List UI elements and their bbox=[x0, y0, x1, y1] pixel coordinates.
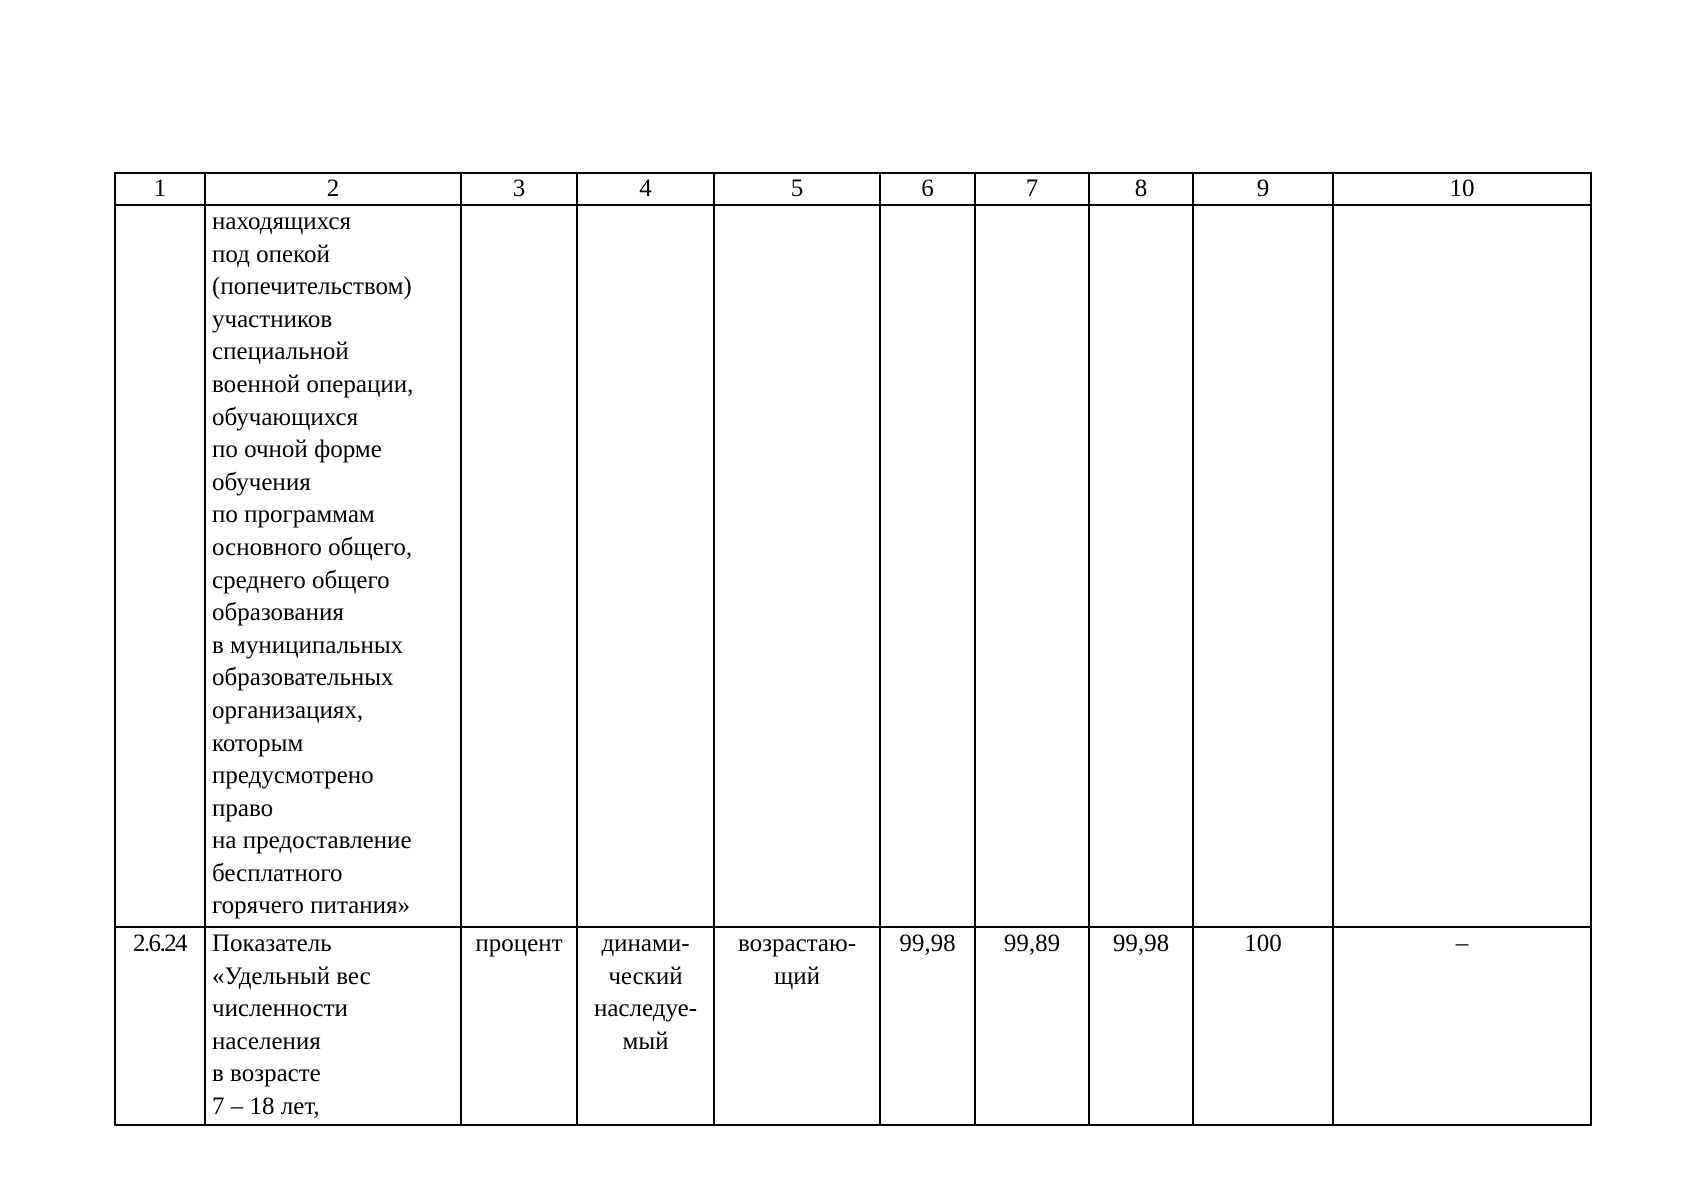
cell-value-8: 99,98 bbox=[1089, 927, 1193, 1125]
text-line: ческий bbox=[608, 962, 683, 990]
cell-value-9: 100 bbox=[1193, 927, 1333, 1125]
header-row bbox=[115, 173, 1591, 205]
text-line: населения bbox=[212, 1027, 321, 1055]
text-line: предусмотрено bbox=[212, 762, 374, 790]
header-col-7: 7 bbox=[975, 173, 1089, 205]
text-line: образования bbox=[212, 599, 344, 627]
text-line: 7 – 18 лет, bbox=[212, 1092, 320, 1120]
cell-direction bbox=[714, 927, 880, 1125]
text-line: по программам bbox=[212, 501, 375, 529]
table-row-continuation bbox=[115, 205, 1591, 927]
cell-v6-empty bbox=[880, 205, 975, 927]
text-line: в муниципальных bbox=[212, 631, 404, 659]
text-line: численности bbox=[212, 995, 348, 1023]
text-line: обучения bbox=[212, 468, 311, 496]
text-line: которым bbox=[212, 729, 304, 757]
header-col-10: 10 bbox=[1333, 173, 1591, 205]
text-line: находящихся bbox=[212, 208, 352, 235]
text-line: бесплатного bbox=[212, 859, 343, 887]
cell-indicator-continuation bbox=[205, 205, 461, 927]
indicator-table bbox=[114, 172, 1592, 1126]
text-line: динами- bbox=[601, 930, 690, 957]
cell-v7-empty bbox=[975, 205, 1089, 927]
cell-type-empty bbox=[577, 205, 714, 927]
cell-value-7: 99,89 bbox=[975, 927, 1089, 1125]
header-col-3: 3 bbox=[461, 173, 577, 205]
text-line: мый bbox=[622, 1027, 669, 1055]
text-line: специальной bbox=[212, 338, 349, 366]
cell-value-6: 99,98 bbox=[880, 927, 975, 1125]
text-line: (попечительством) bbox=[212, 273, 412, 301]
text-line: в возрасте bbox=[212, 1060, 321, 1088]
text-line: на предоставление bbox=[212, 827, 412, 855]
header-col-5: 5 bbox=[714, 173, 880, 205]
cell-code: 2.6.24 bbox=[115, 927, 205, 1125]
text-line: основного общего, bbox=[212, 533, 413, 561]
text-line: право bbox=[212, 794, 274, 822]
text-line: обучающихся bbox=[212, 403, 359, 431]
header-col-2: 2 bbox=[205, 173, 461, 205]
cell-unit: процент bbox=[461, 927, 577, 1125]
header-col-9: 9 bbox=[1193, 173, 1333, 205]
cell-v8-empty bbox=[1089, 205, 1193, 927]
cell-v10-empty bbox=[1333, 205, 1591, 927]
text-line: Показатель bbox=[212, 930, 332, 957]
table-row bbox=[115, 927, 1591, 1125]
cell-code-empty bbox=[115, 205, 205, 927]
text-line: под опекой bbox=[212, 240, 330, 268]
cell-unit-empty bbox=[461, 205, 577, 927]
text-line: участников bbox=[212, 305, 333, 333]
text-line: среднего общего bbox=[212, 566, 390, 594]
text-line: щий bbox=[773, 962, 820, 990]
cell-value-10: – bbox=[1333, 927, 1591, 1125]
text-line: наследуе- bbox=[593, 995, 698, 1023]
text-line: образовательных bbox=[212, 664, 394, 692]
text-line: «Удельный вес bbox=[212, 962, 371, 990]
header-col-8: 8 bbox=[1089, 173, 1193, 205]
text-line: военной операции, bbox=[212, 370, 414, 398]
text-line: по очной форме bbox=[212, 436, 382, 464]
cell-direction-empty bbox=[714, 205, 880, 927]
text-line: горячего питания» bbox=[212, 892, 411, 920]
header-col-1: 1 bbox=[115, 173, 205, 205]
cell-v9-empty bbox=[1193, 205, 1333, 927]
text-line: организациях, bbox=[212, 696, 364, 724]
text-line: возрастаю- bbox=[737, 930, 857, 957]
cell-indicator bbox=[205, 927, 461, 1125]
header-col-6: 6 bbox=[880, 173, 975, 205]
header-col-4: 4 bbox=[577, 173, 714, 205]
cell-type bbox=[577, 927, 714, 1125]
